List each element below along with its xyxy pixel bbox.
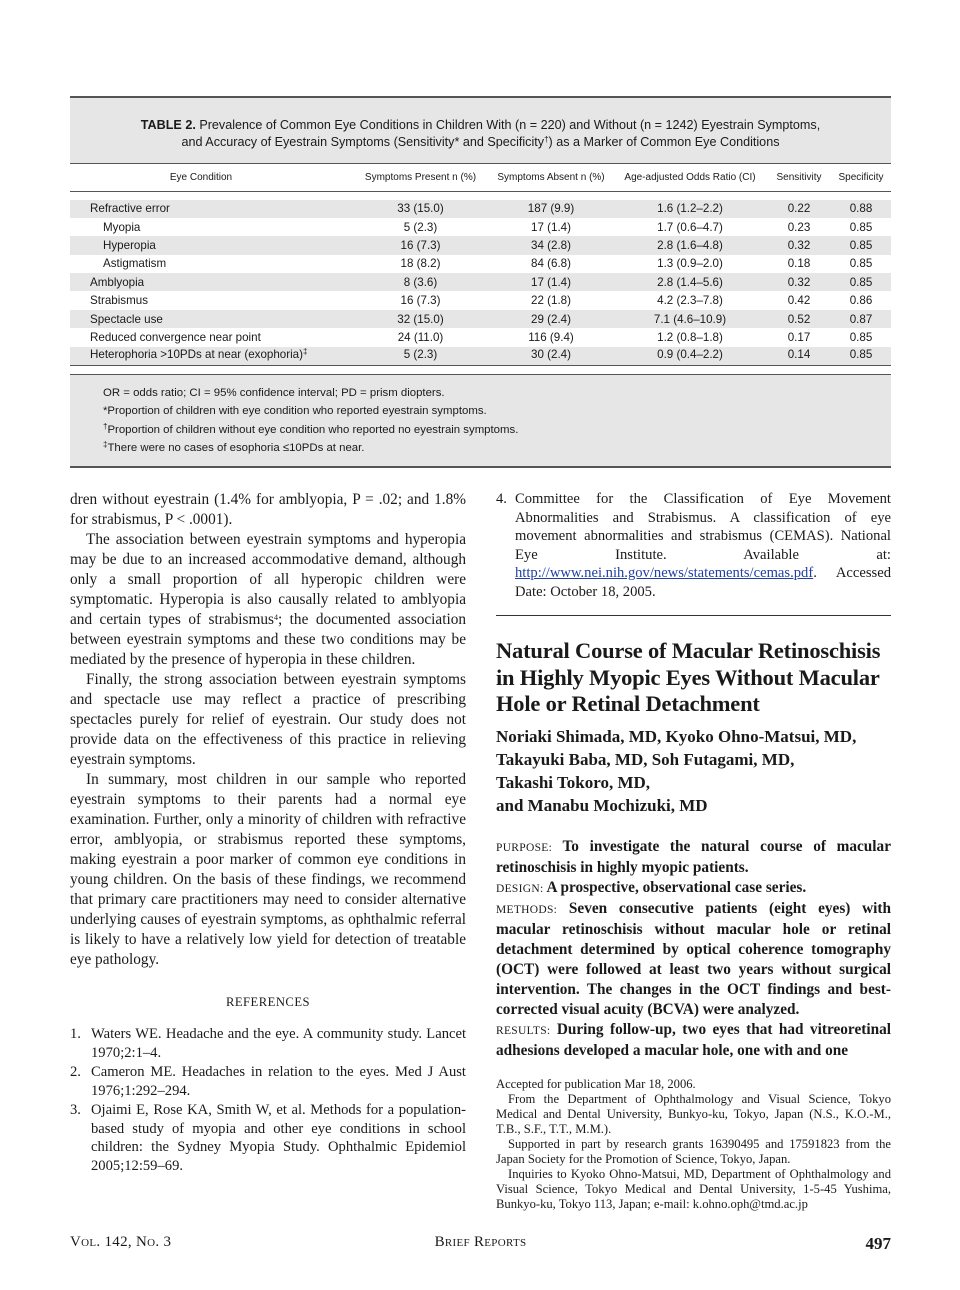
cell-sensitivity: 0.52 — [767, 310, 831, 328]
author-line: and Manabu Mochizuki, MD — [496, 795, 708, 815]
cell-absent: 22 (1.8) — [531, 294, 571, 308]
reference-number: 1. — [70, 1026, 81, 1042]
abstract-purpose — [496, 837, 891, 878]
cell-present: 5 (2.3) — [352, 347, 489, 365]
cell-present: 18 (8.2) — [400, 257, 441, 271]
abstract — [496, 837, 891, 1061]
cell-specificity: 0.85 — [831, 273, 891, 291]
cell-sensitivity: 0.42 — [787, 294, 811, 308]
cell-sensitivity: 0.22 — [767, 200, 831, 218]
article-title: Natural Course of Macular Retinoschisis in Highly Myopic Eyes Without Macular Hole or Retinal Detachment — [496, 638, 881, 716]
table-caption-line1: Prevalence of Common Eye Conditions in Children With (n = 220) and Without (n = 1242) Eyestrain Symptoms, — [195, 118, 821, 132]
table-row — [70, 200, 891, 218]
page-number: 497 — [865, 1234, 891, 1253]
cell-specificity: 0.85 — [849, 257, 873, 271]
reference-text: Cameron ME. Headaches in relation to the eyes. Med J Aust 1976;1:292–294. — [91, 1064, 466, 1099]
abstract-text: During follow-up, two eyes that had vitreoretinal adhesions developed a macular hole, one with and one — [496, 1020, 891, 1059]
reference-text-body: Committee for the Classification of Eye Movement Abnormalities and Strabismus. A classification of eye movement abnormalities and strabismus (CEMAS). National Eye Institute. Available at: — [515, 491, 891, 563]
reference-item — [70, 1101, 466, 1175]
footnote-esophoria-text: There were no cases of esophoria ≤10PDs at near. — [107, 442, 365, 455]
author-line: Noriaki Shimada, MD, Kyoko Ohno-Matsui, MD, — [496, 726, 857, 746]
cell-condition: Hyperopia — [70, 236, 352, 254]
reference-text — [515, 490, 891, 601]
left-column — [70, 490, 466, 1176]
abstract-text: To investigate the natural course of macular retinoschisis in highly myopic patients. — [496, 837, 891, 876]
note-affiliation: From the Department of Ophthalmology and Visual Science, Tokyo Medical and Dental University, Bunkyo-ku, Tokyo, Japan (N.S., K.O.-M., T.B., S.F., T.T., M.M.). — [496, 1091, 891, 1136]
cell-sensitivity: 0.18 — [787, 257, 811, 271]
footnote-esophoria — [103, 439, 871, 458]
reference-text-tail: . Accessed Date: October 18, 2005. — [515, 565, 891, 600]
author-line: Takashi Tokoro, MD, — [496, 772, 651, 792]
footnote-specificity — [103, 421, 871, 440]
citation-mark: 4 — [273, 613, 278, 622]
table-row — [70, 328, 891, 346]
cell-condition — [70, 347, 352, 365]
col-header-present: Symptoms Present n (%) — [352, 164, 489, 192]
volume-info: Vol. 142, No. 3 — [70, 1234, 172, 1250]
cell-absent: 34 (2.8) — [489, 236, 613, 254]
reference-number: 2. — [70, 1064, 81, 1080]
paragraph-text: ; the documented association between eyestrain symptoms and these two conditions may be mediated by the presence of hyperopia in these children. — [70, 611, 467, 668]
cell-specificity: 0.87 — [831, 310, 891, 328]
paragraph: dren without eyestrain (1.4% for amblyopia, P = .02; and 1.8% for strabismus, P < .0001). — [70, 491, 466, 528]
dagger-mark: † — [103, 421, 108, 431]
footnote-sensitivity: *Proportion of children with eye condition who reported eyestrain symptoms. — [103, 405, 487, 418]
note-accepted: Accepted for publication Mar 18, 2006. — [496, 1076, 696, 1091]
table-spacer — [70, 192, 891, 200]
paragraph: Finally, the strong association between eyestrain symptoms and spectacle use may reflect a practice of prescribing spectacles purely for relief of eyestrain. Our study does not provide data on the effectiveness of this practice in relieving eyestrain symptoms. — [70, 671, 466, 768]
cell-absent: 187 (9.9) — [489, 200, 613, 218]
article-notes — [496, 1077, 891, 1212]
abstract-label: METHODS: — [496, 903, 558, 916]
references-heading: REFERENCES — [225, 995, 311, 1009]
cell-or: 2.8 (1.6–4.8) — [613, 236, 767, 254]
cell-condition: Refractive error — [70, 200, 352, 218]
cell-absent: 17 (1.4) — [531, 220, 571, 234]
abstract-results — [496, 1020, 891, 1061]
cell-condition: Reduced convergence near point — [90, 330, 261, 344]
author-list — [496, 725, 891, 817]
right-column — [496, 490, 891, 1212]
table-grid — [70, 163, 891, 366]
cell-present: 8 (3.6) — [352, 273, 489, 291]
col-header-absent: Symptoms Absent n (%) — [489, 164, 613, 192]
cell-specificity: 0.86 — [849, 294, 873, 308]
table-caption-line2a: and Accuracy of Eyestrain Symptoms (Sensitivity* and Specificity — [181, 135, 545, 149]
cell-specificity: 0.85 — [849, 330, 873, 344]
cell-sensitivity: 0.23 — [787, 220, 811, 234]
dagger-mark: † — [544, 135, 549, 144]
section-divider — [496, 615, 891, 616]
reference-item — [70, 1063, 466, 1100]
reference-number: 4. — [496, 491, 507, 507]
cell-or: 0.9 (0.4–2.2) — [613, 347, 767, 365]
cell-or: 1.2 (0.8–1.8) — [657, 330, 723, 344]
cell-condition-text: Heterophoria >10PDs at near (exophoria) — [90, 348, 303, 362]
table-row — [70, 218, 891, 236]
cell-specificity: 0.88 — [831, 200, 891, 218]
table-footnotes — [70, 374, 891, 468]
cell-condition: Spectacle use — [70, 310, 352, 328]
abstract-text: A prospective, observational case series. — [543, 878, 807, 896]
cell-or: 2.8 (1.4–5.6) — [613, 273, 767, 291]
footnote-specificity-text: Proportion of children without eye condition who reported no eyestrain symptoms. — [107, 423, 519, 436]
table-row — [70, 273, 891, 291]
table-caption-line2b: ) as a Marker of Common Eye Conditions — [548, 135, 780, 149]
cell-present: 16 (7.3) — [352, 236, 489, 254]
cell-specificity: 0.85 — [831, 347, 891, 365]
cell-sensitivity: 0.32 — [767, 236, 831, 254]
reference-text: Ojaimi E, Rose KA, Smith W, et al. Methods for a population-based study of myopia and other eye conditions in school children: the Sydney Myopia Study. Ophthalmic Epidemiol 2005;12:59–69. — [91, 1102, 466, 1174]
table-caption-label: TABLE 2. — [140, 118, 196, 132]
cell-condition: Myopia — [103, 220, 141, 234]
abstract-label: DESIGN: — [496, 882, 544, 895]
cell-or: 4.2 (2.3–7.8) — [657, 294, 723, 308]
cell-present: 16 (7.3) — [400, 294, 441, 308]
double-dagger-mark: ‡ — [103, 440, 108, 450]
cell-or: 1.7 (0.6–4.7) — [657, 220, 723, 234]
double-dagger-mark: ‡ — [303, 347, 308, 357]
cell-sensitivity: 0.14 — [767, 347, 831, 365]
note-inquiries: Inquiries to Kyoko Ohno-Matsui, MD, Department of Ophthalmology and Visual Science, Tokyo Medical and Dental University, 1-5-45 Yushima, Bunkyo-ku, Tokyo 113, Japan; e-mail: k.ohno.oph@tmd.ac.jp — [496, 1166, 891, 1211]
cell-absent: 84 (6.8) — [531, 257, 571, 271]
cell-or: 1.6 (1.2–2.2) — [613, 200, 767, 218]
cell-absent: 29 (2.4) — [489, 310, 613, 328]
cell-absent: 30 (2.4) — [489, 347, 613, 365]
abstract-label: RESULTS: — [496, 1024, 551, 1037]
cell-sensitivity: 0.32 — [767, 273, 831, 291]
cell-or: 7.1 (4.6–10.9) — [613, 310, 767, 328]
cell-absent: 17 (1.4) — [489, 273, 613, 291]
author-line: Takayuki Baba, MD, Soh Futagami, MD, — [496, 749, 795, 769]
cell-specificity: 0.85 — [831, 236, 891, 254]
cell-present: 5 (2.3) — [403, 220, 438, 234]
col-header-sensitivity: Sensitivity — [767, 164, 831, 192]
footnote-abbreviations: OR = odds ratio; CI = 95% confidence interval; PD = prism diopters. — [103, 386, 445, 399]
reference-item — [70, 1025, 466, 1062]
table-caption — [70, 96, 891, 163]
col-header-odds-ratio: Age-adjusted Odds Ratio (CI) — [613, 164, 767, 192]
cell-sensitivity: 0.17 — [787, 330, 811, 344]
col-header-specificity: Specificity — [831, 164, 891, 192]
cell-condition: Astigmatism — [103, 257, 167, 271]
abstract-methods — [496, 899, 891, 1020]
table-2 — [70, 96, 891, 468]
table-row — [70, 310, 891, 328]
abstract-text: Seven consecutive patients (eight eyes) with macular retinoschisis without macular hole or retinal detachment determined by optical coherence tomography (OCT) were followed at least two years without surgical intervention. The changes in the OCT findings and best-corrected visual acuity (BCVA) were analyzed. — [496, 899, 891, 1018]
table-row — [70, 291, 891, 309]
table-row — [70, 255, 891, 273]
cell-present: 32 (15.0) — [352, 310, 489, 328]
reference-number: 3. — [70, 1102, 81, 1118]
table-header-row — [70, 164, 891, 192]
cell-specificity: 0.85 — [849, 220, 873, 234]
table-row — [70, 347, 891, 365]
abstract-label: PURPOSE: — [496, 841, 553, 854]
note-support: Supported in part by research grants 16390495 and 17591823 from the Japan Society for the Promotion of Science, Tokyo, Japan. — [496, 1136, 891, 1166]
cell-condition: Strabismus — [90, 294, 148, 308]
reference-text: Waters WE. Headache and the eye. A community study. Lancet 1970;2:1–4. — [91, 1026, 466, 1061]
cell-condition: Amblyopia — [70, 273, 352, 291]
cell-absent: 116 (9.4) — [528, 330, 574, 344]
cell-present: 33 (15.0) — [352, 200, 489, 218]
reference-link[interactable]: http://www.nei.nih.gov/news/statements/cemas.pdf — [515, 565, 814, 581]
paragraph-text: The association between eyestrain symptoms and hyperopia may be due to an increased accommodative demand, although only a small proportion of all hyperopic children were symptomatic. Hyperopia is also causally related to amblyopia and certain types of strabismus — [70, 531, 466, 628]
col-header-condition: Eye Condition — [70, 164, 352, 192]
paragraph: In summary, most children in our sample who reported eyestrain symptoms to their parents had a normal eye examination. Further, only a minority of children with refractive error, amblyopia, or strabismus reported these symptoms, making eyestrain a poor marker of common eye conditions in young children. On the basis of these findings, we recommend that primary care practitioners may need to consider alternative underlying causes of eyestrain symptoms, as ophthalmic referral is likely to have a relatively low yield for detection of treatable eye pathology. — [70, 771, 466, 968]
table-row — [70, 236, 891, 254]
abstract-design — [496, 878, 891, 899]
section-name: Brief Reports — [434, 1234, 527, 1250]
cell-present: 24 (11.0) — [397, 330, 444, 344]
page-footer — [70, 1234, 891, 1256]
paragraph — [70, 530, 466, 670]
cell-or: 1.3 (0.9–2.0) — [657, 257, 723, 271]
reference-item — [496, 490, 891, 601]
